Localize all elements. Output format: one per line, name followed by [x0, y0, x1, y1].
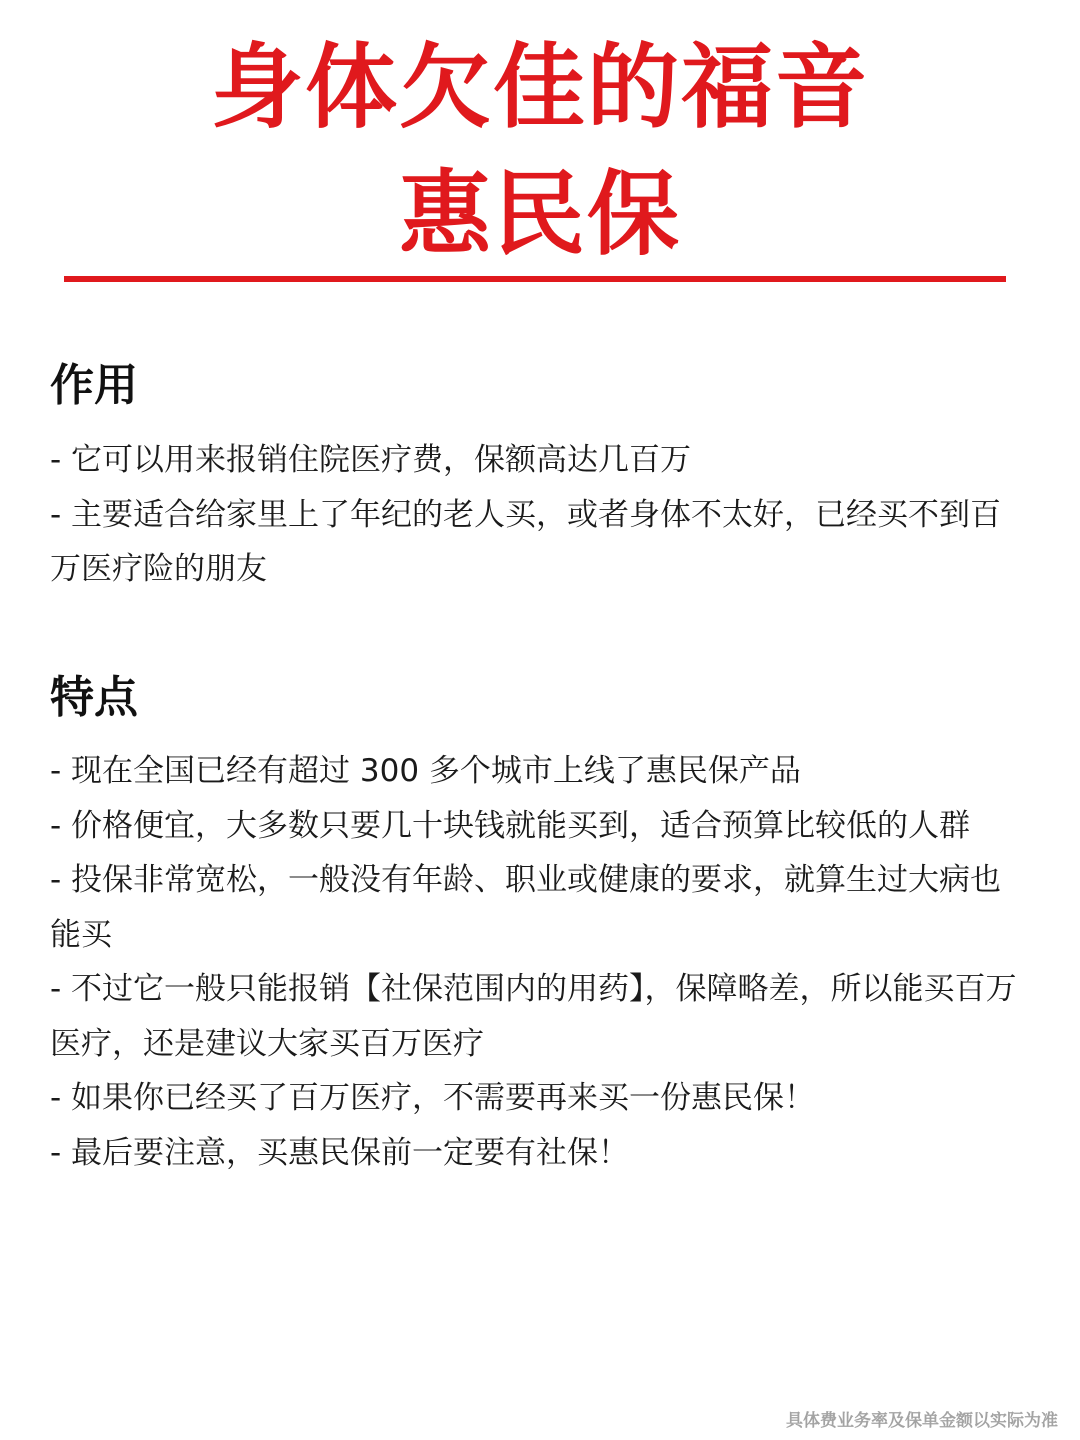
page-title-line2: 惠民保 — [398, 161, 681, 268]
list-item: - 最后要注意，买惠民保前一定要有社保！ — [50, 1134, 630, 1171]
list-item: - 价格便宜，大多数只要几十块钱就能买到，适合预算比较低的人群 — [50, 807, 971, 844]
title-divider — [64, 276, 1006, 282]
section-heading-usage: 作用 — [50, 360, 138, 411]
disclaimer-footnote: 具体费业务率及保单金额以实际为准 — [786, 1411, 1058, 1431]
list-item: - 如果你已经买了百万医疗，不需要再来买一份惠民保！ — [50, 1080, 816, 1116]
list-item: - 投保非常宽松，一般没有年龄、职业或健康的要求，就算生过大病也能买 — [50, 862, 1002, 953]
features-list — [50, 744, 1030, 1180]
list-item: - 它可以用来报销住院医疗费，保额高达几百万 — [50, 442, 692, 478]
list-item: - 主要适合给家里上了年纪的老人买，或者身体不太好，已经买不到百万医疗险的朋友 — [50, 496, 1002, 587]
page-title-line1: 身体欠佳的福音 — [210, 34, 869, 141]
list-item: - 现在全国已经有超过 300 多个城市上线了惠民保产品 — [50, 753, 801, 789]
list-item: - 不过它一般只能报销【社保范围内的用药】，保障略差，所以能买百万医疗，还是建议大家买百万医疗 — [50, 971, 1017, 1062]
section-heading-features: 特点 — [50, 672, 138, 723]
usage-list — [50, 433, 1030, 597]
